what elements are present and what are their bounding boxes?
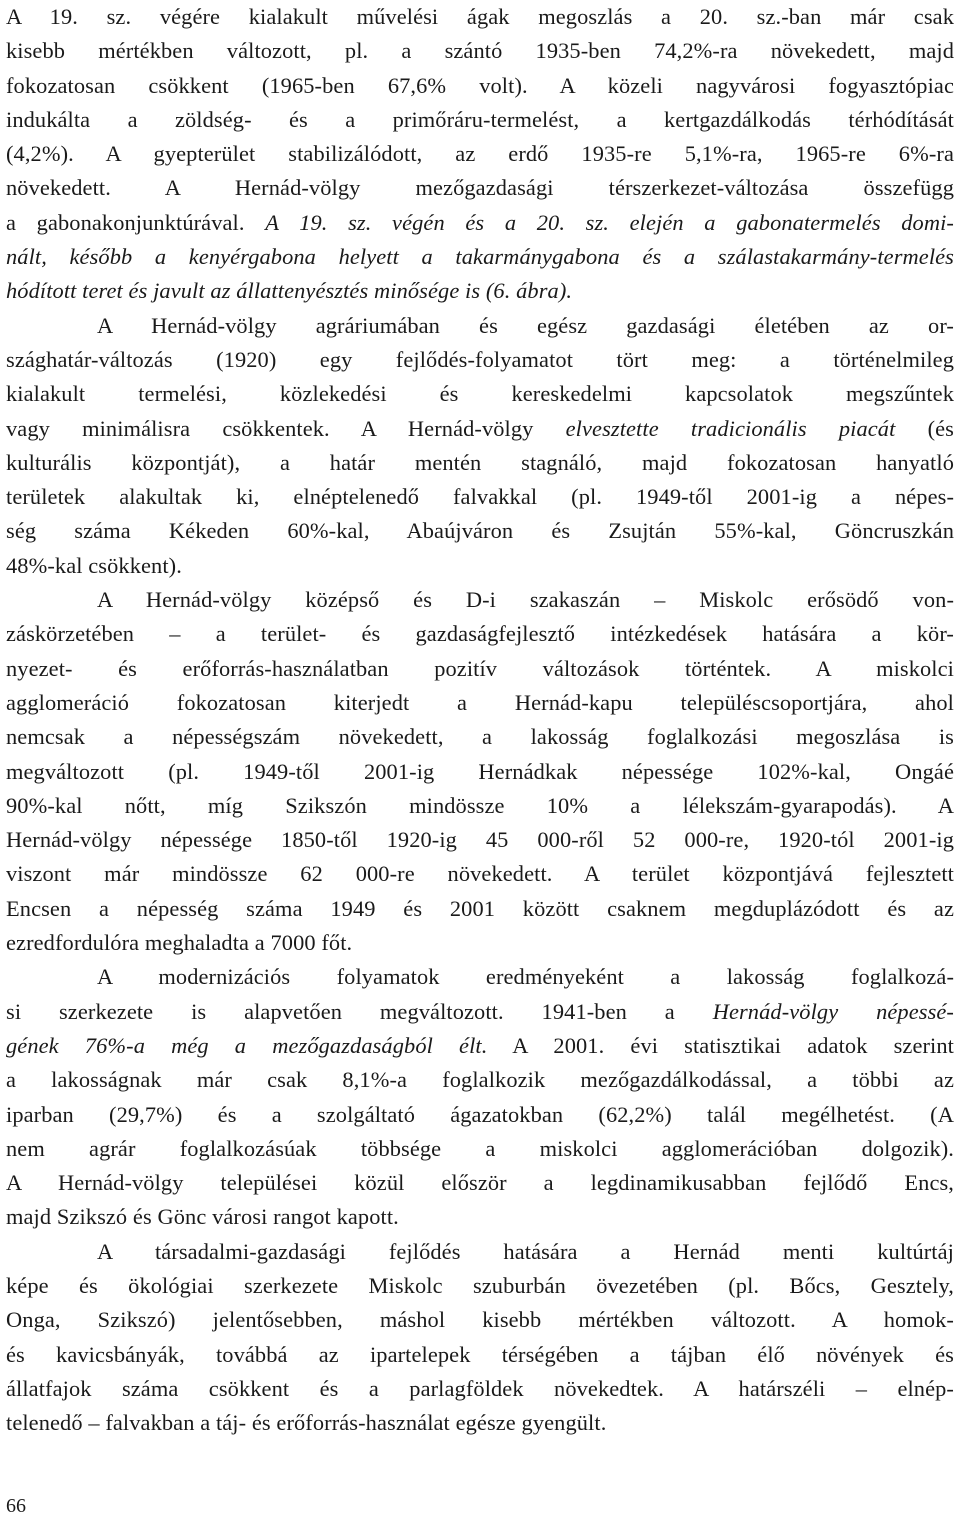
text-line	[6, 1166, 954, 1200]
text-line	[6, 377, 954, 411]
text-run: Encsen a népesség száma 1949 és 2001 között csaknem megduplázódott és az	[6, 895, 954, 921]
text-run: telenedő – falvakban a táj- és erőforrás-használat egésze gyengült.	[6, 1410, 607, 1436]
text-run: A modernizációs folyamatok eredményeként a lakosság foglalkozá-	[97, 964, 954, 990]
text-line	[6, 789, 954, 823]
text-line	[6, 1303, 954, 1337]
text-run: növekedett. A Hernád-völgy mezőgazdasági térszerkezet-változása összefügg	[6, 175, 954, 201]
text-line	[6, 480, 954, 514]
text-line	[6, 995, 954, 1029]
italic-text: Hernád-völgy népessé-	[712, 998, 954, 1024]
text-line	[6, 1269, 954, 1303]
italic-text: nált, később a kenyérgabona helyett a takarmánygabona és a szálastakarmány-termelés	[6, 244, 954, 270]
text-line	[6, 686, 954, 720]
text-run: A Hernád-völgy középső és D-i szakaszán – Miskolc erősödő von-	[97, 587, 954, 613]
text-run: területek alakultak ki, elnéptelenedő falvakkal (pl. 1949-től 2001-ig a népes-	[6, 484, 954, 510]
paragraph	[6, 1235, 954, 1441]
text-run: nem agrár foglalkozásúak többsége a miskolci agglomerációban dolgozik).	[6, 1135, 954, 1161]
text-line	[6, 1338, 954, 1372]
text-run: szághatár-változás (1920) egy fejlődés-folyamatot tört meg: a történelmileg	[6, 346, 954, 372]
text-run: (4,2%). A gyepterület stabilizálódott, az erdő 1935-re 5,1%-ra, 1965-re 6%-ra	[6, 141, 954, 167]
text-line	[6, 549, 954, 583]
text-run: majd Szikszó és Gönc városi rangot kapott.	[6, 1204, 399, 1230]
text-run: állatfajok száma csökkent és a parlagföldek növekedtek. A határszéli – elnép-	[6, 1375, 954, 1401]
text-line	[6, 1029, 954, 1063]
paragraph	[6, 960, 954, 1234]
text-line	[6, 1063, 954, 1097]
paragraph	[6, 309, 954, 583]
text-run: záskörzetében – a terület- és gazdaságfejlesztő intézkedések hatására a kör-	[6, 621, 954, 647]
text-line	[6, 1200, 954, 1234]
text-line	[6, 823, 954, 857]
text-line	[6, 720, 954, 754]
text-run: A Hernád-völgy települései közül először a legdinamikusabban fejlődő Encs,	[6, 1170, 954, 1196]
italic-text: elvesztette tradicionális piacát	[565, 415, 896, 441]
text-run: a gabonakonjunktúrával.	[6, 209, 266, 235]
text-run: fokozatosan csökkent (1965-ben 67,6% volt). A közeli nagyvárosi fogyasztópiac	[6, 72, 954, 98]
text-line	[6, 0, 954, 34]
text-run: A társadalmi-gazdasági fejlődés hatására a Hernád menti kultúrtáj	[97, 1238, 954, 1264]
text-run: (és	[895, 415, 954, 441]
text-line	[6, 755, 954, 789]
text-run: nemcsak a népességszám növekedett, a lakosság foglalkozási megoszlása is	[6, 724, 954, 750]
text-line	[6, 137, 954, 171]
paragraph	[6, 583, 954, 960]
italic-text: hódított teret és javult az állattenyésztés minősége is (6. ábra).	[6, 278, 573, 304]
text-line	[6, 206, 954, 240]
text-line	[6, 34, 954, 68]
text-line	[6, 412, 954, 446]
italic-text: gének 76%-a még a mezőgazdaságból élt.	[6, 1032, 488, 1058]
text-line	[6, 343, 954, 377]
document-page	[6, 0, 954, 1440]
text-run: 48%-kal csökkent).	[6, 552, 182, 578]
text-run: agglomeráció fokozatosan kiterjedt a Hernád-kapu településcsoportjára, ahol	[6, 689, 954, 715]
text-run: és kavicsbányák, továbbá az ipartelepek térségében a tájban élő növények és	[6, 1341, 954, 1367]
text-line	[6, 583, 954, 617]
text-line	[6, 1098, 954, 1132]
text-run: nyezet- és erőforrás-használatban pozitív változások történtek. A miskolci	[6, 655, 954, 681]
text-run: si szerkezete is alapvetően megváltozott. 1941-ben a	[6, 998, 713, 1024]
text-run: kialakult termelési, közlekedési és kereskedelmi kapcsolatok megszűntek	[6, 381, 954, 407]
text-line	[6, 69, 954, 103]
text-line	[6, 960, 954, 994]
text-run: Hernád-völgy népessége 1850-től 1920-ig 45 000-ről 52 000-re, 1920-tól 2001-ig	[6, 827, 954, 853]
text-line	[6, 446, 954, 480]
text-run: vagy minimálisra csökkentek. A Hernád-völgy	[6, 415, 566, 441]
text-line	[6, 1132, 954, 1166]
text-line	[6, 857, 954, 891]
italic-text: A 19. sz. végén és a 20. sz. elején a gabonatermelés domi-	[265, 209, 954, 235]
text-run: képe és ökológiai szerkezete Miskolc szuburbán övezetében (pl. Bőcs, Gesztely,	[6, 1272, 954, 1298]
text-run: a lakosságnak már csak 8,1%-a foglalkozik mezőgazdálkodással, a többi az	[6, 1067, 954, 1093]
text-run: 90%-kal nőtt, míg Szikszón mindössze 10% a lélekszám-gyarapodás). A	[6, 792, 954, 818]
text-run: A 2001. évi statisztikai adatok szerint	[487, 1032, 954, 1058]
text-line	[6, 892, 954, 926]
text-line	[6, 309, 954, 343]
text-line	[6, 240, 954, 274]
text-line	[6, 1372, 954, 1406]
text-run: kisebb mértékben változott, pl. a szántó 1935-ben 74,2%-ra növekedett, majd	[6, 38, 954, 64]
text-line	[6, 652, 954, 686]
text-line	[6, 1406, 954, 1440]
text-run: ség száma Kékeden 60%-kal, Abaújváron és Zsujtán 55%-kal, Göncruszkán	[6, 518, 954, 544]
text-line	[6, 171, 954, 205]
paragraph	[6, 0, 954, 309]
text-line	[6, 926, 954, 960]
body-text	[6, 0, 954, 1440]
text-run: kulturális központját), a határ mentén stagnáló, majd fokozatosan hanyatló	[6, 449, 954, 475]
text-run: indukálta a zöldség- és a primőráru-termelést, a kertgazdálkodás térhódítását	[6, 106, 954, 132]
text-run: viszont már mindössze 62 000-re növekedett. A terület központjává fejlesztett	[6, 861, 954, 887]
text-line	[6, 514, 954, 548]
text-run: A 19. sz. végére kialakult művelési ágak megoszlás a 20. sz.-ban már csak	[6, 4, 954, 29]
text-run: iparban (29,7%) és a szolgáltató ágazatokban (62,2%) talál megélhetést. (A	[6, 1101, 954, 1127]
text-run: Onga, Szikszó) jelentősebben, máshol kisebb mértékben változott. A homok-	[6, 1307, 954, 1333]
text-line	[6, 103, 954, 137]
text-run: ezredfordulóra meghaladta a 7000 főt.	[6, 930, 353, 956]
text-line	[6, 1235, 954, 1269]
page-number: 66	[6, 1495, 26, 1517]
text-line	[6, 617, 954, 651]
text-run: A Hernád-völgy agráriumában és egész gazdasági életében az or-	[97, 312, 954, 338]
text-run: megváltozott (pl. 1949-től 2001-ig Hernádkak népessége 102%-kal, Ongáé	[6, 758, 954, 784]
text-line	[6, 274, 954, 308]
